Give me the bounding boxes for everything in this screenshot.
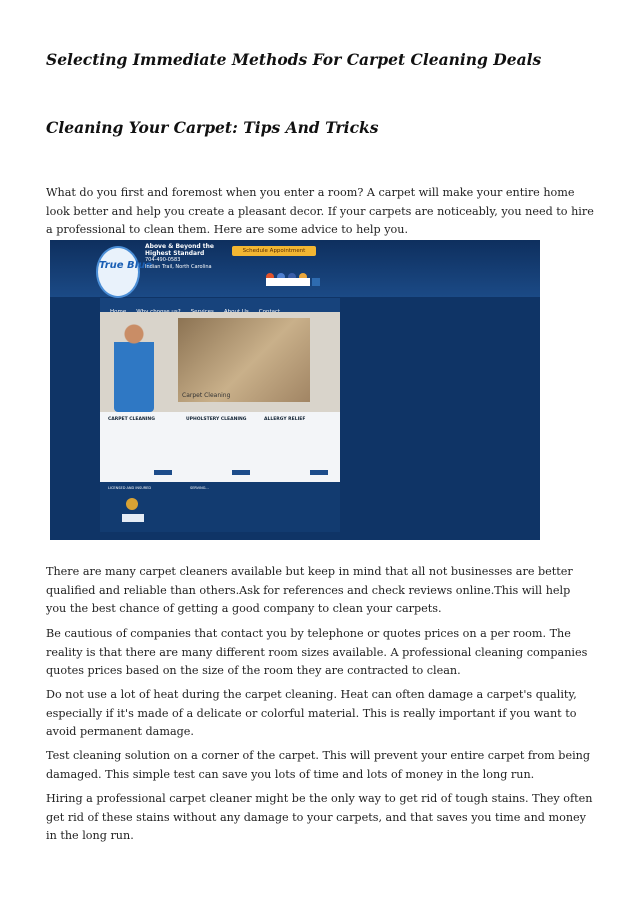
footer-serving: SERVING...: [190, 486, 209, 490]
paragraph-2: Be cautious of companies that contact you by telephone or quotes prices on a per room. The reality is that there are many different room sizes available. A professional cleaning companies quotes prices based on the size of the room they are contracted to clean.: [46, 627, 588, 677]
schedule-button: Schedule Appointment: [232, 246, 316, 256]
column-allergy: [264, 418, 334, 425]
column-carpet: [108, 418, 178, 425]
region-text: Indian Trail, North Carolina: [145, 263, 212, 270]
column-heading: CARPET CLEANING: [108, 417, 155, 422]
bbb-logo: [122, 514, 144, 522]
paragraph-4: Test cleaning solution on a corner of the carpet. This will prevent your entire carpet from being damaged. This simple test can save you lots of time and lots of money in the long run.: [46, 749, 591, 781]
paragraph-5: Hiring a professional carpet cleaner might be the only way to get rid of tough stains. They often get rid of these stains without any damage to your carpets, and that saves you time and money in the long run.: [46, 792, 593, 842]
technician-photo: [114, 320, 154, 412]
logo-badge: [96, 246, 140, 298]
site-tagline: [145, 244, 235, 270]
read-more-button: [310, 470, 328, 475]
logo-text: True Blue: [99, 260, 152, 271]
read-more-button: [154, 470, 172, 475]
paragraph-3: Do not use a lot of heat during the carpet cleaning. Heat can often damage a carpet's quality, especially if it's made of a delicate or colorful material. This is really important if you want to avoid permanent damage.: [46, 688, 577, 738]
paragraph-1: There are many carpet cleaners available but keep in mind that all not businesses are better qualified and reliable than others.Ask for references and check reviews online.This will help you the best chance of getting a good company to clean your carpets.: [46, 565, 573, 615]
section-heading: Cleaning Your Carpet: Tips And Tricks: [46, 118, 379, 137]
website-screenshot-image: [50, 240, 540, 540]
award-badge-icon: [126, 498, 138, 510]
read-more-button: [232, 470, 250, 475]
site-footer: [100, 482, 340, 532]
site-search-input: [266, 278, 310, 286]
site-nav: [100, 298, 340, 312]
paragraph-intro: What do you first and foremost when you enter a room? A carpet will make your entire home look better and help you create a pleasant decor. If your carpets are noticeably, you need to hire a professional to clean them. Here are some advice to help you.: [46, 186, 594, 236]
column-upholstery: [186, 418, 256, 425]
hero-banner: [100, 312, 340, 412]
document-title: Selecting Immediate Methods For Carpet Cleaning Deals: [46, 50, 542, 69]
site-header: [50, 240, 540, 297]
hero-caption: Carpet Cleaning: [182, 392, 231, 399]
carpet-photo: [178, 318, 310, 402]
phone-number: 704-490-0583: [145, 257, 181, 263]
footer-licensed: LICENSED AND INSURED: [108, 486, 152, 490]
service-columns: [100, 412, 340, 482]
tagline-bold: Above & Beyond the Highest Standard: [145, 243, 214, 257]
search-icon: [312, 278, 320, 286]
column-heading: UPHOLSTERY CLEANING: [186, 417, 247, 422]
column-heading: ALLERGY RELIEF: [264, 417, 306, 422]
